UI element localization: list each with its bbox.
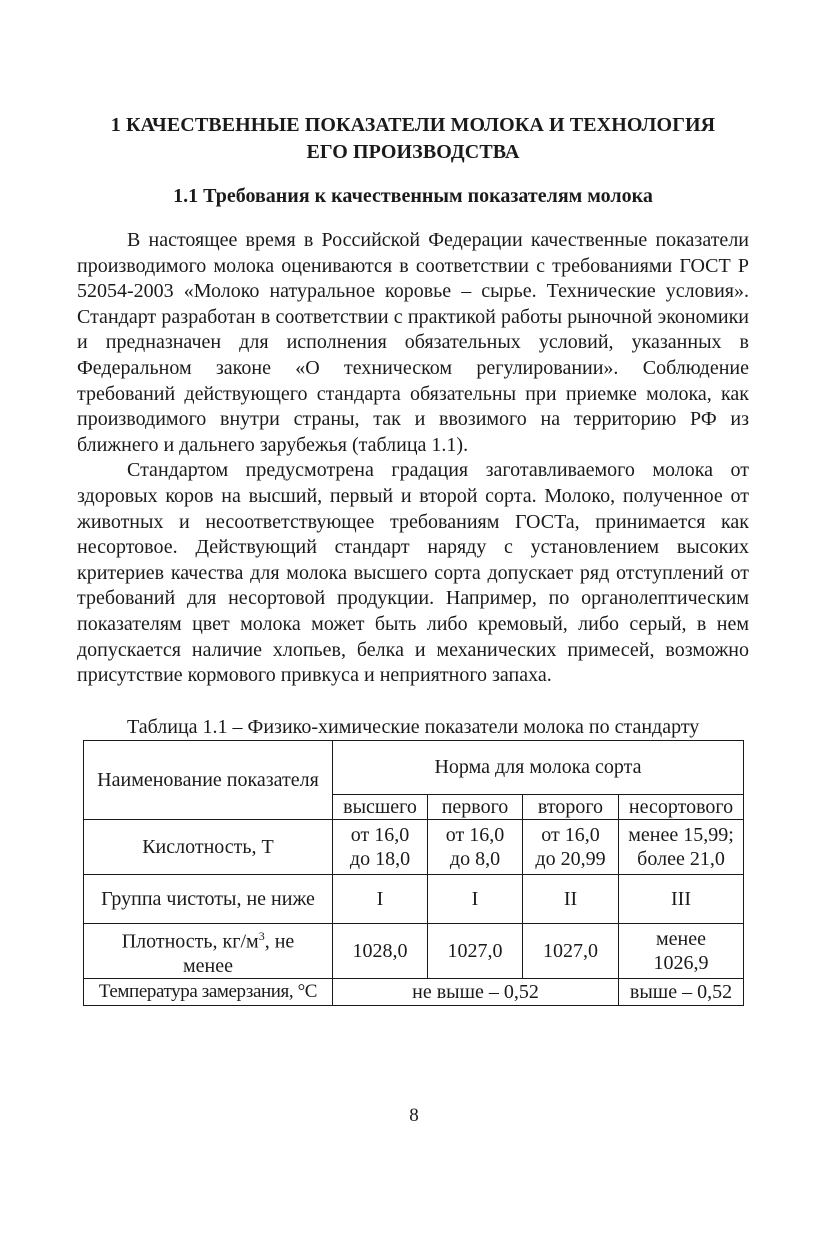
freezing-graded: не выше – 0,52 [333, 978, 619, 1005]
chapter-title-line1: 1 КАЧЕСТВЕННЫЕ ПОКАЗАТЕЛИ МОЛОКА И ТЕХНОЛОГИЯ [110, 114, 716, 136]
paragraph-2: Стандартом предусмотрена градация заготавливаемого молока от здоровых коров на высший, первый и второй сорта. Молоко, полученное от животных и несоответствующее требованиям ГОСТа, принимается как несортовое. Действующий стандарт наряду с установлением высоких критериев качества для молока высшего сорта допускает ряд отступлений от требований для несортовой продукции. Например, по органолептическим показателям цвет молока может быть либо кремовый, либо серый, в нем допускается наличие хлопьев, белка и механических примесей, возможно присутствие кормового привкуса и неприятного запаха. [77, 459, 749, 687]
acidity-first-to: до 8,0 [449, 847, 501, 870]
acidity-second [523, 819, 619, 874]
table-header-row [84, 740, 744, 794]
table-row-freezing [84, 978, 744, 1005]
table-caption: Таблица 1.1 – Физико-химические показатели молока по стандарту [127, 715, 700, 738]
page-body [77, 112, 749, 1006]
grade-highest: высшего [333, 794, 428, 819]
milk-spec-table [83, 740, 744, 1006]
acidity-highest [333, 819, 428, 874]
density-label-line2: менее [183, 954, 233, 977]
acidity-nongrade-high: более 21,0 [637, 847, 725, 870]
section-title: 1.1 Требования к качественным показателям молока [173, 185, 653, 207]
density-highest: 1028,0 [333, 923, 428, 978]
table-row-acidity [84, 819, 744, 874]
header-indicator-name: Наименование показателя [84, 740, 333, 819]
density-nongrade-line1: менее [656, 927, 706, 950]
chapter-title [77, 112, 749, 166]
grade-second: второго [523, 794, 619, 819]
density-first: 1027,0 [428, 923, 523, 978]
acidity-second-from: от 16,0 [541, 823, 600, 846]
purity-second: II [523, 874, 619, 923]
freezing-label: Температура замерзания, °C [84, 978, 333, 1005]
density-second: 1027,0 [523, 923, 619, 978]
acidity-nongrade [619, 819, 744, 874]
grade-nongrade: несортового [619, 794, 744, 819]
density-nongrade [619, 923, 744, 978]
acidity-label: Кислотность, Т [84, 819, 333, 874]
header-grade-group: Норма для молока сорта [333, 740, 744, 794]
acidity-highest-from: от 16,0 [350, 823, 410, 846]
acidity-first [428, 819, 523, 874]
density-label-line1: Плотность, $кг/м^3$, не [121, 928, 295, 953]
purity-label: Группа чистоты, не ниже [84, 874, 333, 923]
acidity-first-from: от 16,0 [445, 823, 505, 846]
acidity-second-to: до 20,99 [535, 847, 606, 870]
chapter-title-line2: ЕГО ПРОИЗВОДСТВА [306, 141, 520, 163]
purity-first: I [428, 874, 523, 923]
purity-highest: I [333, 874, 428, 923]
acidity-nongrade-low: менее 15,99; [628, 823, 734, 846]
table-row-purity [84, 874, 744, 923]
page-number: 8 [409, 1105, 419, 1126]
purity-nongrade: III [619, 874, 744, 923]
paragraph-1: В настоящее время в Российской Федерации качественные показатели производимого молока оцениваются в соответствии с требованиями ГОСТ Р 52054-2003 «Молоко натуральное коровье – сырье. Технические условия». Стандарт разработан в соответствии с практикой работы рыночной экономики и предназначен для исполнения обязательных условий, указанных в Федеральном законе «О техническом регулировании». Соблюдение требований действующего стандарта обязательны при приемке молока, как производимого внутри страны, так и ввозимого на территорию РФ из ближнего и дальнего зарубежья (таблица 1.1). [77, 229, 749, 456]
table-row-density [84, 923, 744, 978]
grade-first: первого [428, 794, 523, 819]
freezing-nongrade: выше – 0,52 [619, 978, 744, 1005]
acidity-highest-to: до 18,0 [349, 847, 411, 870]
density-nongrade-line2: 1026,9 [653, 951, 709, 974]
density-label [84, 923, 333, 978]
